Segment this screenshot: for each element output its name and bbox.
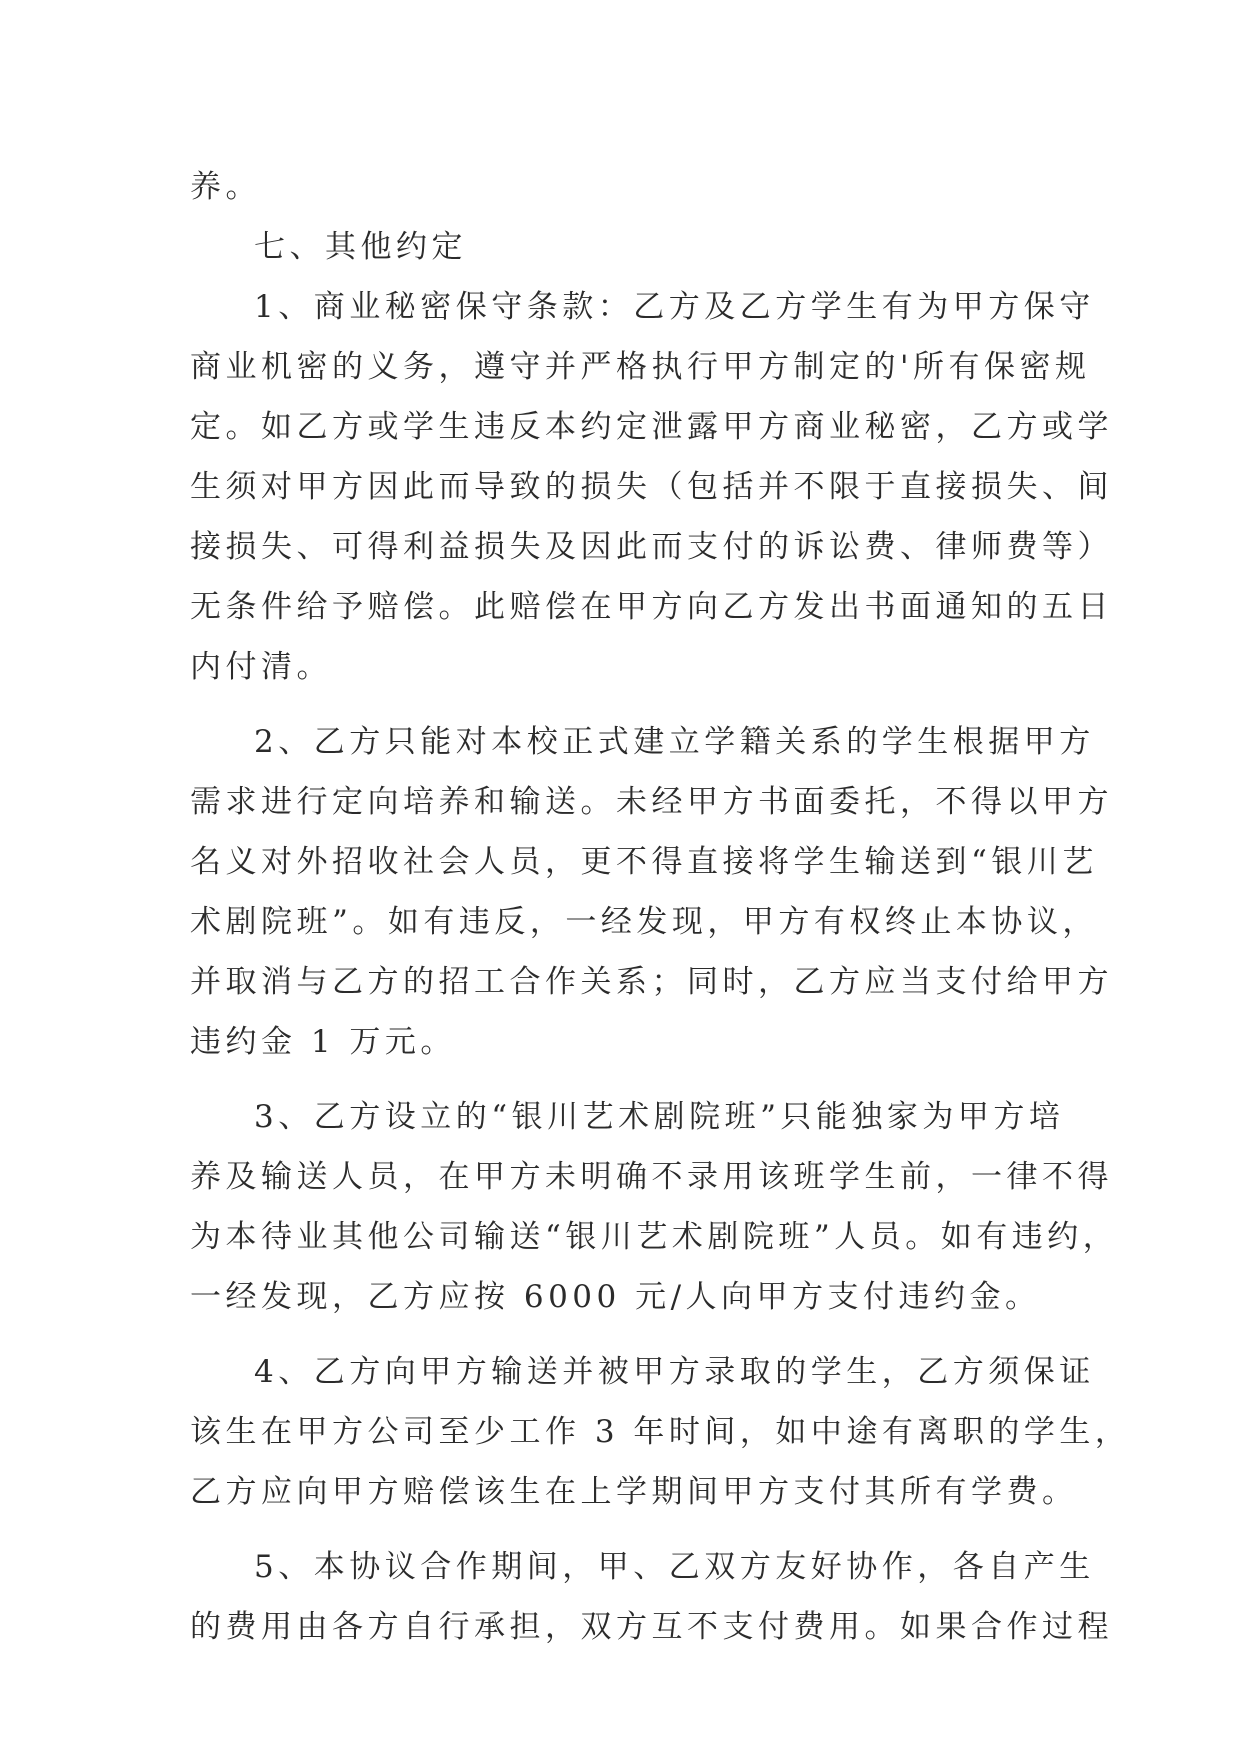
- text-line: 无条件给予赔偿。此赔偿在甲方向乙方发出书面通知的五日: [190, 589, 1113, 625]
- section-heading: 七、其他约定: [254, 229, 467, 265]
- text-line: 1、商业秘密保守条款：乙方及乙方学生有为甲方保守: [254, 289, 1095, 325]
- text-line: 的费用由各方自行承担，双方互不支付费用。如果合作过程: [190, 1609, 1113, 1645]
- text-line: 为本待业其他公司输送“银川艺术剧院班”人员。如有违约，: [190, 1219, 1119, 1255]
- text-line: 2、乙方只能对本校正式建立学籍关系的学生根据甲方: [254, 724, 1095, 760]
- paragraph-gap: [190, 1522, 1055, 1537]
- text-line: 养。: [190, 169, 261, 205]
- text-line: 商业机密的义务，遵守并严格执行甲方制定的'所有保密规: [190, 349, 1091, 385]
- text-line: 内付清。: [190, 649, 332, 685]
- text-line: 5、本协议合作期间，甲、乙双方友好协作，各自产生: [254, 1549, 1095, 1585]
- text-line: 4、乙方向甲方输送并被甲方录取的学生，乙方须保证: [254, 1354, 1095, 1390]
- text-line: 乙方应向甲方赔偿该生在上学期间甲方支付其所有学费。: [190, 1474, 1078, 1510]
- text-line: 术剧院班”。如有违反，一经发现，甲方有权终止本协议，: [190, 904, 1098, 940]
- text-line: 接损失、可得利益损失及因此而支付的诉讼费、律师费等）: [190, 529, 1113, 565]
- paragraph-gap: [190, 1327, 1055, 1342]
- text-line: 违约金 1 万元。: [190, 1024, 456, 1060]
- document-body: [190, 157, 1131, 1657]
- text-line: 需求进行定向培养和输送。未经甲方书面委托，不得以甲方: [190, 784, 1113, 820]
- text-line: 并取消与乙方的招工合作关系；同时，乙方应当支付给甲方: [190, 964, 1113, 1000]
- text-line: 养及输送人员，在甲方未明确不录用该班学生前，一律不得: [190, 1159, 1113, 1195]
- text-line: 3、乙方设立的“银川艺术剧院班”只能独家为甲方培: [254, 1099, 1065, 1135]
- text-line: 生须对甲方因此而导致的损失（包括并不限于直接损失、间: [190, 469, 1113, 505]
- paragraph-gap: [190, 697, 1055, 712]
- text-line: 该生在甲方公司至少工作 3 年时间，如中途有离职的学生，: [190, 1414, 1131, 1450]
- paragraph-gap: [190, 1072, 1055, 1087]
- text-line: 名义对外招收社会人员，更不得直接将学生输送到“银川艺: [190, 844, 1098, 880]
- text-line: 一经发现，乙方应按 6000 元/人向甲方支付违约金。: [190, 1279, 1041, 1315]
- text-line: 定。如乙方或学生违反本约定泄露甲方商业秘密，乙方或学: [190, 409, 1113, 445]
